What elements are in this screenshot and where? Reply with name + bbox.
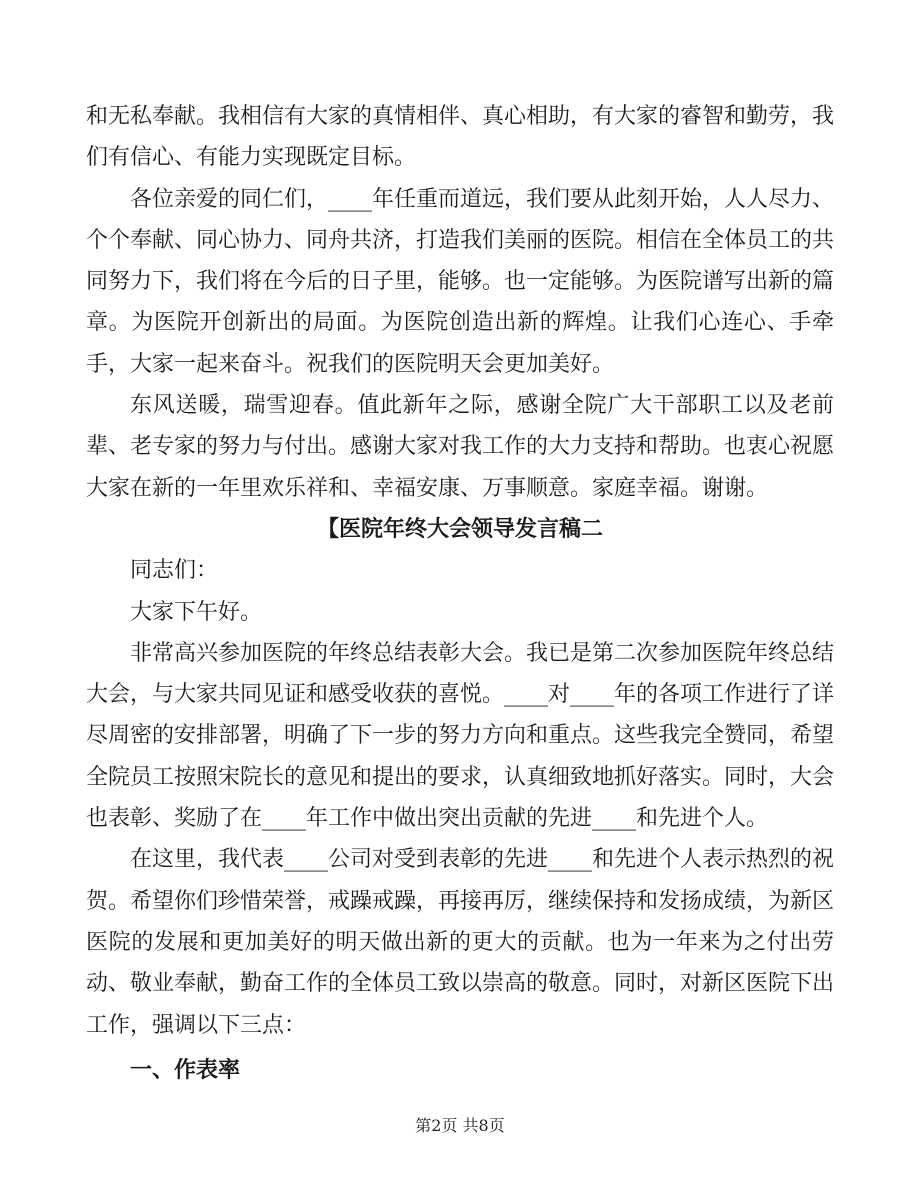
- paragraph-continuation: 和无私奉献。我相信有大家的真情相伴、真心相助，有大家的睿智和勤劳，我们有信心、有能力实现既定目标。: [86, 104, 835, 171]
- paragraph: 非常高兴参加医院的年终总结表彰大会。我已是第二次参加医院年终总结大会，与大家共同见证和感受收获的喜悦。____对____年的各项工作进行了详尽周密的安排部署，明确了下一步的努力方向和重点。这些我完全赞同，希望全院员工按照宋院长的意见和提出的要求，认真细致地抓好落实。同时，大会也表彰、奖励了在____年工作中做出突出贡献的先进____和先进个人。: [86, 640, 835, 832]
- page-number-footer: 第2页 共8页: [415, 1116, 505, 1135]
- greeting: 大家下午好。: [130, 599, 263, 625]
- subheading: 一、作表率: [130, 1057, 241, 1083]
- document-body: [86, 96, 834, 1091]
- salutation: 同志们：: [130, 558, 219, 584]
- section-heading: 【医院年终大会领导发言稿二: [316, 516, 603, 542]
- paragraph: 各位亲爱的同仁们，____年任重而道远，我们要从此刻开始，人人尽力、个个奉献、同心协力、同舟共济，打造我们美丽的医院。相信在全体员工的共同努力下，我们将在今后的日子里，能够。也一定能够。为医院谱写出新的篇章。为医院开创新出的局面。为医院创造出新的辉煌。让我们心连心、手牵手，大家一起来奋斗。祝我们的医院明天会更加美好。: [86, 186, 835, 377]
- paragraph: 东风送暖，瑞雪迎春。值此新年之际，感谢全院广大干部职工以及老前辈、老专家的努力与付出。感谢大家对我工作的大力支持和帮助。也衷心祝愿大家在新的一年里欢乐祥和、幸福安康、万事顺意。家庭幸福。谢谢。: [86, 393, 835, 501]
- paragraph: 在这里，我代表____公司对受到表彰的先进____和先进个人表示热烈的祝贺。希望你们珍惜荣誉，戒躁戒躁，再接再厉，继续保持和发扬成绩，为新区医院的发展和更加美好的明天做出新的更大的贡献。也为一年来为之付出劳动、敬业奉献，勤奋工作的全体员工致以崇高的敬意。同时，对新区医院下出工作，强调以下三点：: [86, 847, 835, 1038]
